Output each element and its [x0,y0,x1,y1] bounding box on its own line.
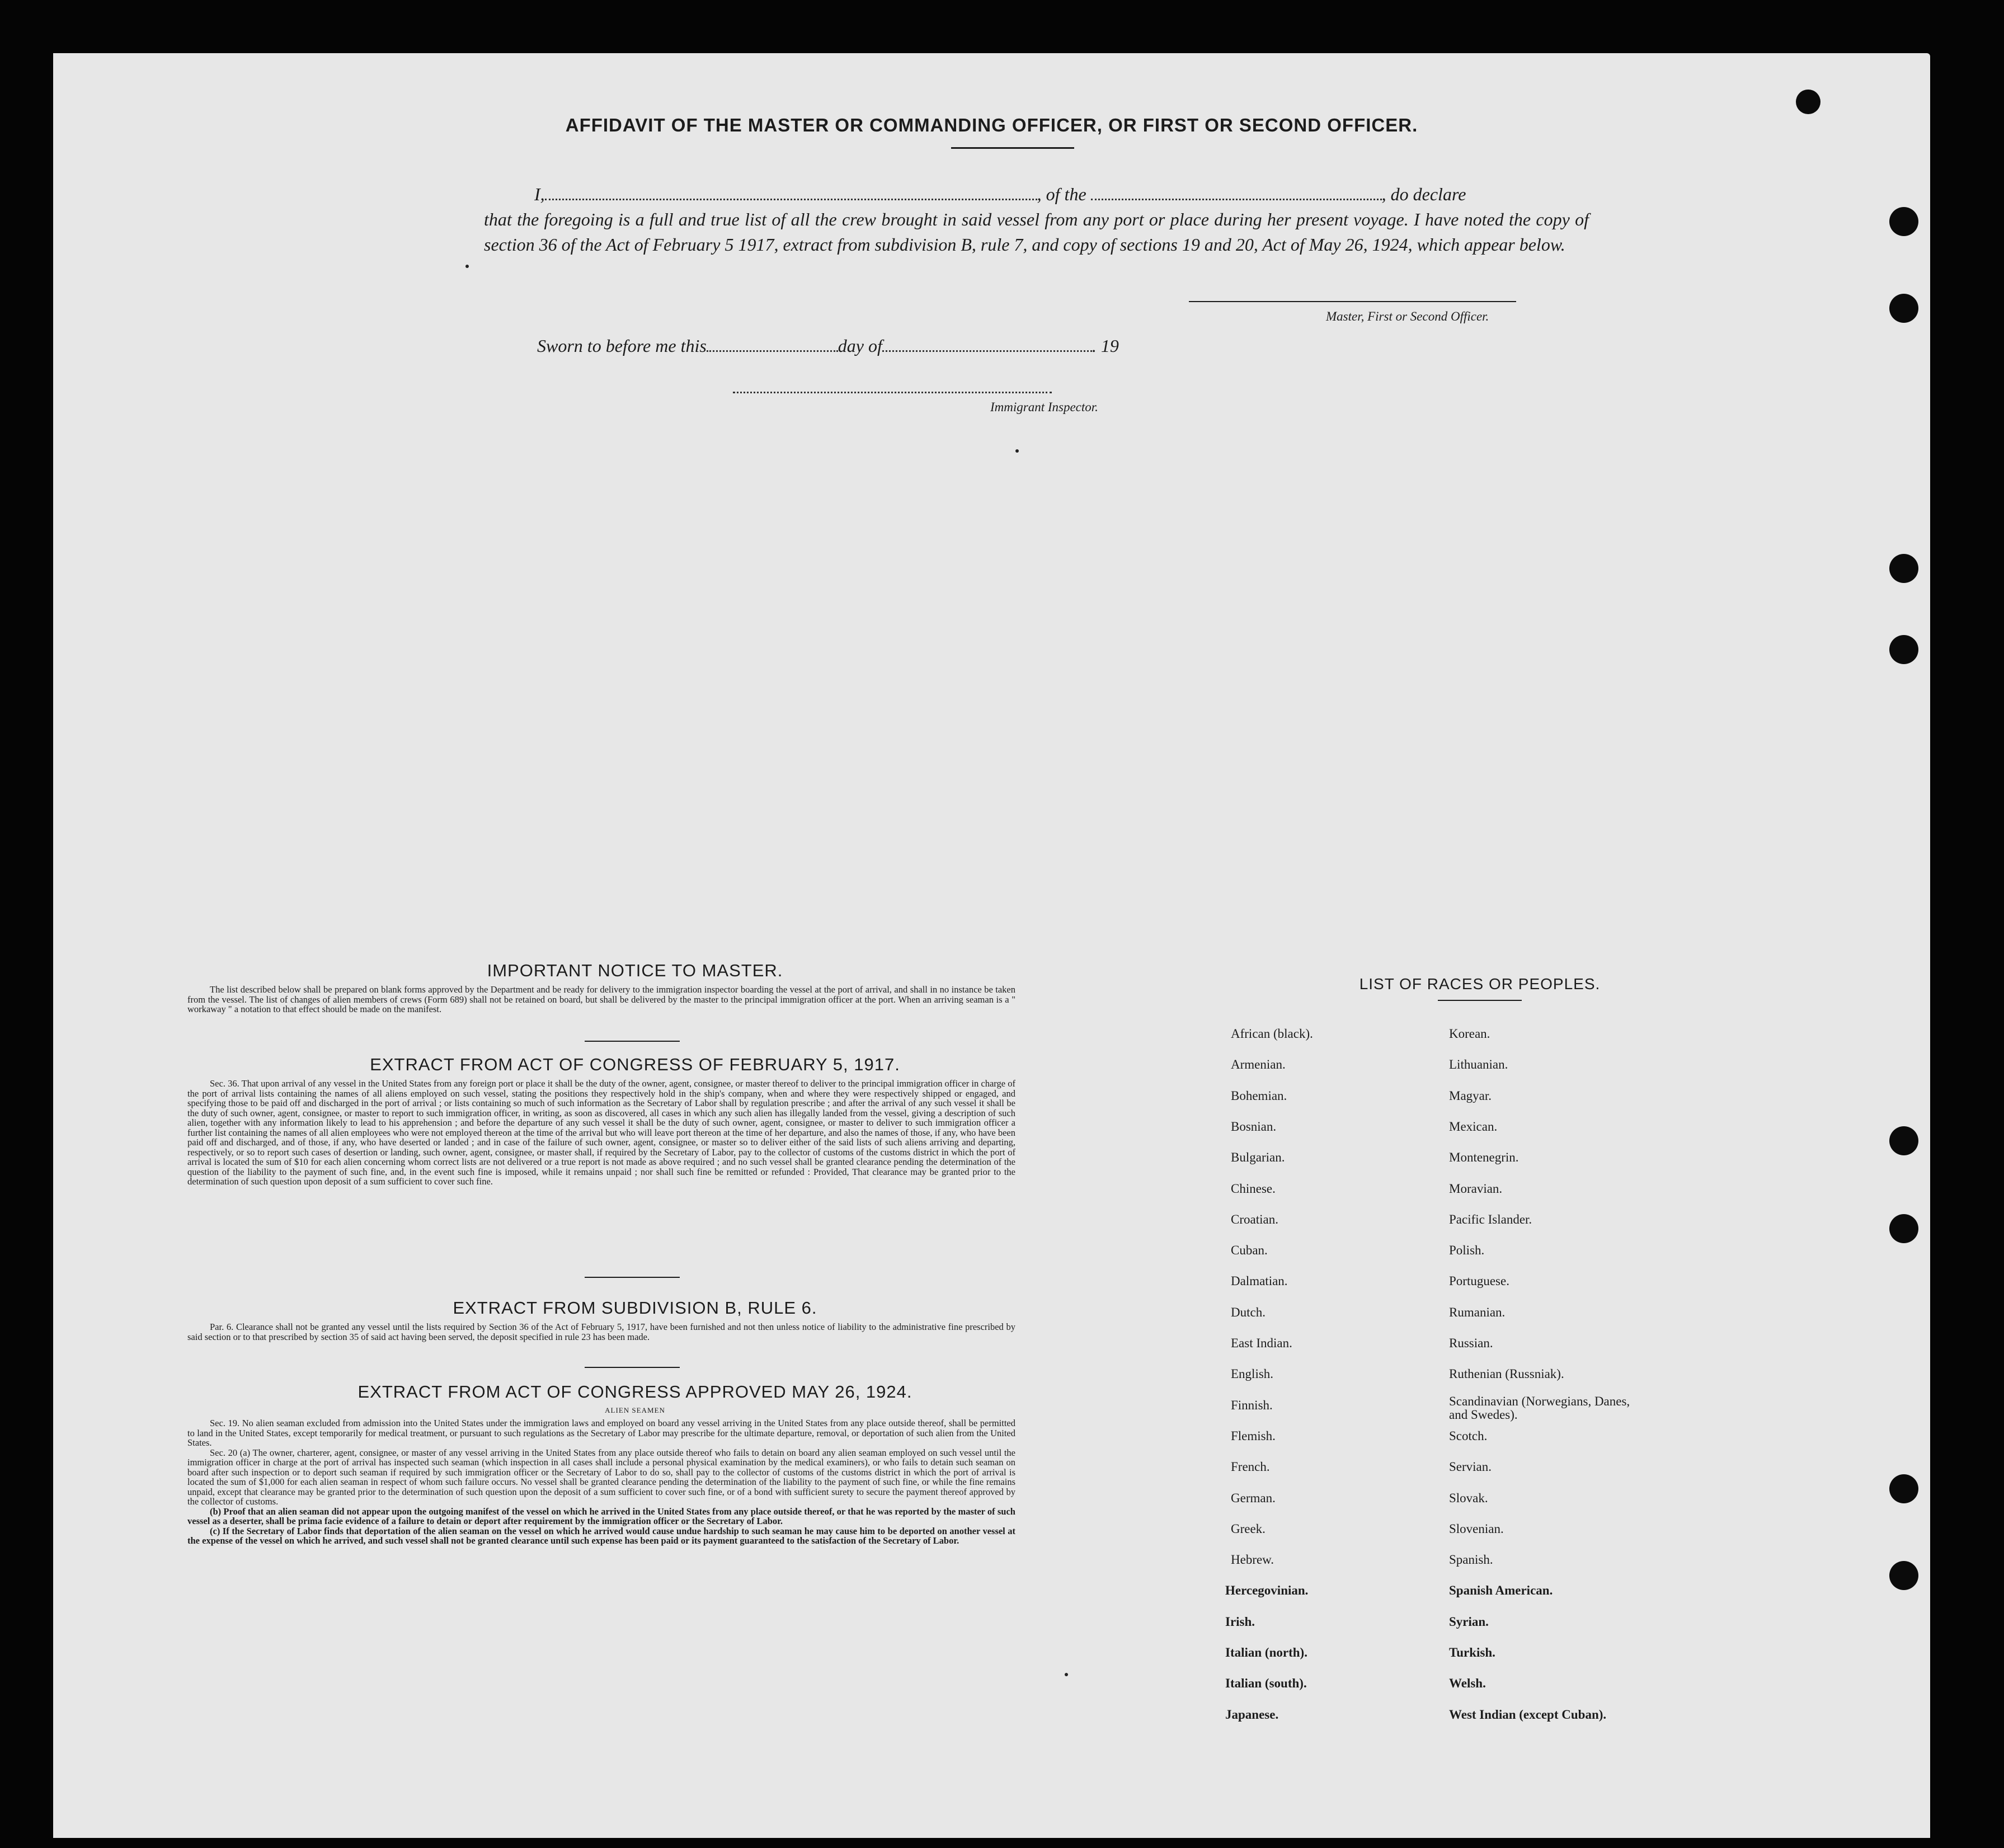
act-1924-text [187,1418,1015,1546]
inspector-signature-line[interactable] [733,392,1052,393]
binder-hole [1889,1474,1918,1503]
vessel-name-field[interactable] [1091,184,1382,200]
race-item: English. [1231,1367,1274,1381]
affidavit-body [484,182,1589,257]
master-caption: Master, First or Second Officer. [1326,309,1489,323]
vessel-label: , of the [1037,184,1086,204]
race-item: Slovenian. [1449,1521,1504,1536]
race-item: Scotch. [1449,1428,1488,1443]
race-item: Irish. [1225,1614,1255,1629]
race-item: Italian (south). [1225,1676,1307,1691]
rule-6-title: EXTRACT FROM SUBDIVISION B, RULE 6. [453,1298,817,1318]
race-item: Scandinavian (Norwegians, Danes, and Swedes). [1449,1394,1630,1422]
document-page [53,53,1930,1838]
race-item: Turkish. [1449,1645,1495,1659]
race-item: German. [1231,1490,1276,1505]
act-1924-sec19: Sec. 19. No alien seaman excluded from admission into the United States under the immigration laws and employed on board any vessel arriving in the United States from any place outside thereof, shall be permitted to land in the United States, except temporarily for medical treatment, or pursuant to such regulations as the Secretary of Labor may prescribe for the ultimate departure, removal, or deportation of such alien from the United States. [187,1418,1015,1448]
act-1917-divider [585,1277,680,1278]
sworn-day-field[interactable] [707,336,838,352]
race-item: Korean. [1449,1027,1490,1041]
important-notice-title: IMPORTANT NOTICE TO MASTER. [487,961,783,980]
race-item: Spanish. [1449,1553,1493,1567]
binder-hole [1889,1214,1918,1243]
race-item: Slovak. [1449,1490,1488,1505]
race-item: Ruthenian (Russniak). [1449,1367,1564,1381]
sworn-month-field[interactable] [882,336,1092,352]
declarant-label: I, [534,184,545,204]
race-item: Croatian. [1231,1212,1278,1226]
race-item: Pacific Islander. [1449,1212,1532,1226]
act-1924-sec20c: (c) If the Secretary of Labor finds that deportation of the alien seaman on the vessel on which he arrived would cause undue hardship to such seaman he may cause him to be deported on another vessel at the expense of the vessel on which he arrived, and such vessel shall not be granted clearance until such expense has been paid or its payment guaranteed to the satisfaction of the Secretary of Labor. [187,1525,1015,1546]
important-notice-text: The list described below shall be prepared on blank forms approved by the Department and be ready for delivery to the immigration inspector boarding the vessel at the port of arrival, and shall in no instance be taken from the vessel. The list of changes of alien members of crews (Form 689) shall not be retained on board, but shall be delivered by the master to the principal immigration officer at the port. When an arriving seaman is a " workaway " a notation to that effect should be made on the manifest. [187,984,1015,1014]
race-item: Armenian. [1231,1057,1286,1072]
race-item: Finnish. [1231,1398,1273,1412]
affidavit-title: AFFIDAVIT OF THE MASTER OR COMMANDING OFFICER, OR FIRST OR SECOND OFFICER. [565,115,1418,135]
declarant-name-field[interactable] [545,184,1037,200]
race-item: Dutch. [1231,1305,1266,1319]
year-label: . 19 [1092,336,1119,356]
binder-hole [1889,635,1918,664]
race-item: Servian. [1449,1460,1492,1474]
race-item: Polish. [1449,1243,1485,1258]
race-item: African (black). [1231,1027,1313,1041]
act-1917-text: Sec. 36. That upon arrival of any vessel in the United States from any foreign port or place it shall be the duty of the owner, agent, consignee, or master thereof to deliver to the principal immigration officer in charge of the port of arrival lists containing the names of all aliens employed on such vessel, stating the positions they respectively hold in the ship's company, when and where they were respectively shipped or engaged, and specifying those to be paid off and discharged in the port of arrival ; or lists containing so much of such information as the Secretary of Labor shall by regulation prescribe ; and after the arrival of any such vessel it shall be the duty of such owner, agent, consignee, or master to report to such immigration officer, in writing, as soon as discovered, all cases in which any such alien has illegally landed from the vessel, giving a description of such alien, together with any information likely to lead to his apprehension ; and before the departure of any such vessel it shall be the duty of such owner, agent, consignee, or master to deliver to such immigration officer a further list containing the names of all alien employees who were not employed thereon at the time of the arrival but who will leave port thereon at the time of her departure, and also the names of those, if any, who have been paid off and discharged, and of those, if any, who have deserted or landed ; and in case of the failure of such owner, agent, consignee, or master so to deliver either of the said lists of such aliens arriving and departing, respectively, or so to report such cases of desertion or landing, such owner, agent, consignee, or master shall, if required by the Secretary of Labor, pay to the collector of customs of the customs district in which the port of arrival is located the sum of $10 for each alien concerning whom correct lists are not delivered or a true report is not made as above required ; and no such vessel shall be granted clearance pending the determination of the question of the liability to the payment of such fine, and, in the event such fine is imposed, while it remains unpaid ; nor shall such fine be remitted or refunded : Provided, That clearance may be granted prior to the determination of such question upon deposit of a sum sufficient to cover such fine. [187,1078,1015,1187]
race-item: Bohemian. [1231,1088,1287,1103]
race-item: Magyar. [1449,1088,1492,1103]
paper-speck [465,265,469,268]
act-1924-sec20b: (b) Proof that an alien seaman did not appear upon the outgoing manifest of the vessel on which he arrived in the United States from any place outside thereof, or that he was reported by the master of such vessel as a deserter, shall be prima facie evidence of a failure to detain or deport after requirement by the immigration officer or the Secretary of Labor. [187,1506,1015,1526]
race-item: Chinese. [1231,1181,1276,1196]
race-item: Bulgarian. [1231,1150,1285,1165]
act-1924-title: EXTRACT FROM ACT OF CONGRESS APPROVED MAY 26, 1924. [357,1382,912,1402]
race-item: Syrian. [1449,1614,1489,1629]
binder-hole [1796,90,1820,114]
races-divider [1438,1000,1522,1001]
race-item: Japanese. [1225,1707,1279,1722]
declaration-text: that the foregoing is a full and true list of all the crew brought in said vessel from any port or place during her present voyage. I have noted the copy of section 36 of the Act of February 5 1917, extract from subdivision B, rule 7, and copy of sections 19 and 20, Act of May 26, 1924, which appear below. [484,209,1589,255]
act-1924-sec20a: Sec. 20 (a) The owner, charterer, agent, consignee, or master of any vessel arriving in the United States from any place outside thereof who fails to detain on board any alien seaman employed on such vessel until the immigration officer in charge at the port of arrival has inspected such seaman (which inspection in all cases shall include a personal physical examination by the medical examiners), or who fails to detain such seaman on board after such inspection or to deport such seaman if required by such immigration officer or the Secretary of Labor to do so, shall pay to the collector of customs of the customs district in which the port of arrival is located the sum of $1,000 for each alien seaman in respect of whom such failure occurs. No vessel shall be granted clearance pending the determination of the liability to the payment of such fine, or while the fine remains unpaid, except that clearance may be granted prior to the determination of such question upon the deposit of a sum sufficient to cover such fine, or of a bond with sufficient surety to secure the payment thereof approved by the collector of customs. [187,1447,1015,1507]
races-title: LIST OF RACES OR PEOPLES. [1359,975,1601,993]
day-of-label: day of [838,336,882,356]
race-item: Cuban. [1231,1243,1268,1258]
binder-hole [1889,294,1918,323]
race-item: Moravian. [1449,1181,1503,1196]
race-item: West Indian (except Cuban). [1449,1707,1607,1722]
race-item: Lithuanian. [1449,1057,1508,1072]
binder-hole [1889,1126,1918,1155]
race-item: Mexican. [1449,1119,1498,1134]
master-signature-line[interactable] [1189,301,1516,302]
sworn-label: Sworn to before me this [537,336,707,356]
race-item: French. [1231,1460,1270,1474]
rule-6-text: Par. 6. Clearance shall not be granted any vessel until the lists required by Section 36 of the Act of February 5, 1917, have been furnished and not then unless notice of liability to the administrative fine prescribed by said section or to that prescribed by section 35 of said act having been served, the deposit specified in rule 23 has been made. [187,1322,1015,1342]
race-item: Rumanian. [1449,1305,1506,1319]
binder-hole [1889,207,1918,236]
race-item: East Indian. [1231,1336,1292,1350]
race-item: Hercegovinian. [1225,1583,1309,1598]
race-item: Welsh. [1449,1676,1486,1691]
binder-hole [1889,554,1918,583]
race-item: Italian (north). [1225,1645,1307,1659]
race-item: Greek. [1231,1521,1266,1536]
race-item: Hebrew. [1231,1553,1274,1567]
act-1917-title: EXTRACT FROM ACT OF CONGRESS OF FEBRUARY 5, 1917. [370,1055,900,1074]
race-item: Flemish. [1231,1428,1276,1443]
alien-seamen-subtitle: ALIEN SEAMEN [605,1406,665,1414]
paper-speck [1065,1673,1068,1676]
sworn-line [537,336,1119,356]
paper-speck [1015,449,1019,453]
race-item: Dalmatian. [1231,1274,1288,1289]
title-divider [951,147,1074,149]
inspector-caption: Immigrant Inspector. [990,400,1098,414]
race-item: Portuguese. [1449,1274,1509,1289]
notice-divider [585,1041,680,1042]
race-item: Russian. [1449,1336,1493,1350]
binder-hole [1889,1561,1918,1590]
rule-6-divider [585,1367,680,1368]
race-item: Bosnian. [1231,1119,1277,1134]
declare-text: , do declare [1381,184,1466,204]
race-item: Montenegrin. [1449,1150,1519,1165]
race-item: Spanish American. [1449,1583,1553,1598]
